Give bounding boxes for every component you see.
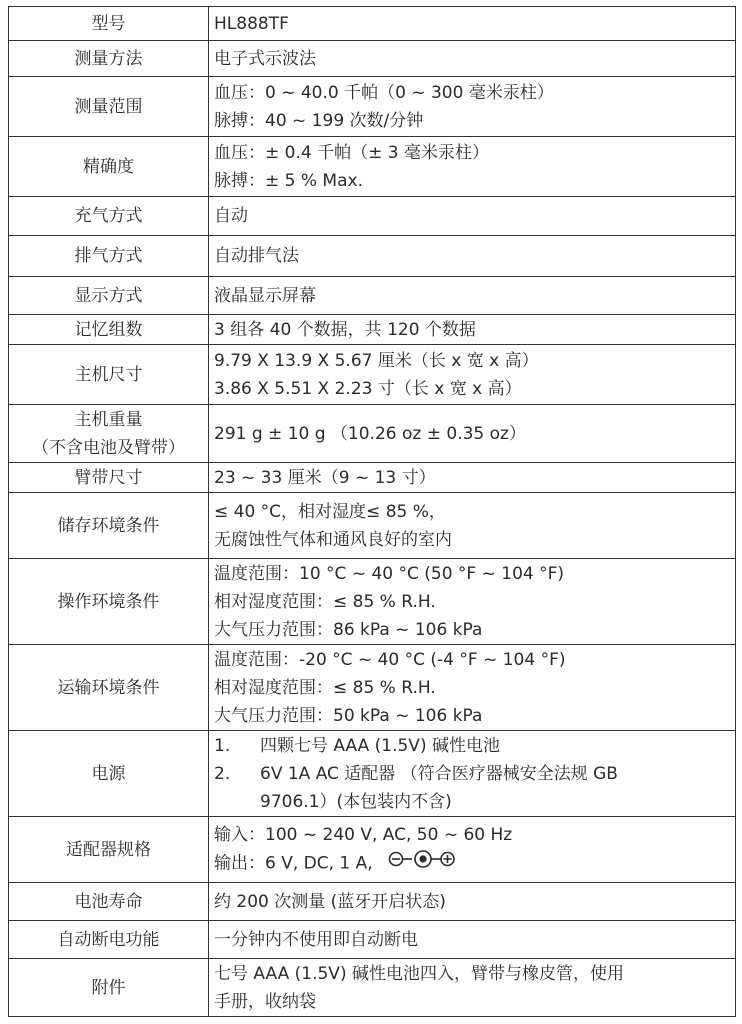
label-line: 主机重量 — [74, 409, 143, 430]
row-value: 电子式示波法 — [209, 41, 736, 77]
row-label: 主机尺寸 — [9, 345, 209, 405]
row-value: 291 g ± 10 g （10.26 oz ± 0.35 oz） — [209, 405, 736, 463]
row-value: 自动 — [209, 197, 736, 236]
row-value: 约 200 次测量 (蓝牙开启状态) — [209, 883, 736, 921]
table-row — [9, 197, 736, 236]
value-line: ≤ 40 °C，相对湿度≤ 85 %， — [214, 501, 446, 522]
row-label: 电池寿命 — [9, 883, 209, 921]
value-line: 手册，收纳袋 — [214, 991, 316, 1012]
row-label: 臂带尺寸 — [9, 463, 209, 493]
table-row — [9, 277, 736, 315]
row-value — [209, 345, 736, 405]
row-value — [209, 559, 736, 645]
row-value — [209, 493, 736, 559]
row-label: 记忆组数 — [9, 315, 209, 345]
row-value — [209, 959, 736, 1017]
table-row — [9, 405, 736, 463]
value-line: 无腐蚀性气体和通风良好的室内 — [214, 529, 452, 550]
list-number: 1. — [214, 735, 231, 756]
row-value: 3 组各 40 个数据，共 120 个数据 — [209, 315, 736, 345]
row-label: 操作环境条件 — [9, 559, 209, 645]
value-line: 9.79 X 13.9 X 5.67 厘米（长 x 宽 x 高） — [214, 350, 539, 371]
table-row — [9, 7, 736, 41]
row-label: 自动断电功能 — [9, 921, 209, 959]
row-label: 运输环境条件 — [9, 645, 209, 731]
row-value: 液晶显示屏幕 — [209, 277, 736, 315]
value-line: 温度范围：10 °C ~ 40 °C (50 °F ~ 104 °F) — [214, 563, 565, 584]
row-label: 测量方法 — [9, 41, 209, 77]
value-line: 输入：100 ~ 240 V, AC, 50 ~ 60 Hz — [214, 825, 513, 845]
table-row — [9, 817, 736, 883]
row-label: 充气方式 — [9, 197, 209, 236]
row-value: 自动排气法 — [209, 236, 736, 277]
row-value: 一分钟内不使用即自动断电 — [209, 921, 736, 959]
row-label — [9, 405, 209, 463]
list-continuation: 9706.1）(本包装内不含) — [260, 791, 452, 812]
row-value — [209, 731, 736, 817]
table-row — [9, 137, 736, 197]
value-line: 大气压力范围：50 kPa ~ 106 kPa — [214, 705, 483, 726]
table-row — [9, 315, 736, 345]
row-label: 电源 — [9, 731, 209, 817]
value-line: 温度范围：-20 °C ~ 40 °C (-4 °F ~ 104 °F) — [214, 649, 566, 670]
list-number: 2. — [214, 763, 231, 784]
row-value — [209, 137, 736, 197]
list-text: 四颗七号 AAA (1.5V) 碱性电池 — [260, 735, 500, 756]
value-line: 脉搏：± 5 % Max. — [214, 170, 363, 191]
value-line: 大气压力范围：86 kPa ~ 106 kPa — [214, 619, 483, 640]
table-row — [9, 883, 736, 921]
row-value: HL888TF — [209, 7, 736, 41]
table-row — [9, 645, 736, 731]
value-line: 相对湿度范围：≤ 85 % R.H. — [214, 591, 436, 612]
table-row — [9, 559, 736, 645]
list-text: 6V 1A AC 适配器 （符合医疗器械安全法规 GB — [260, 763, 618, 784]
row-label: 排气方式 — [9, 236, 209, 277]
table-row — [9, 41, 736, 77]
row-label: 附件 — [9, 959, 209, 1017]
value-line: 血压：0 ~ 40.0 千帕（0 ~ 300 毫米汞柱） — [214, 82, 554, 103]
value-line: 脉搏：40 ~ 199 次数/分钟 — [214, 110, 424, 131]
row-label: 显示方式 — [9, 277, 209, 315]
dc-polarity-icon — [386, 849, 460, 878]
row-label: 精确度 — [9, 137, 209, 197]
spec-table — [8, 6, 736, 1017]
value-line — [214, 849, 730, 878]
table-row — [9, 493, 736, 559]
value-line: 相对湿度范围：≤ 85 % R.H. — [214, 677, 436, 698]
row-value — [209, 645, 736, 731]
label-line: （不含电池及臂带） — [32, 437, 185, 458]
row-label: 型号 — [9, 7, 209, 41]
table-row — [9, 959, 736, 1017]
table-row — [9, 731, 736, 817]
table-row — [9, 77, 736, 137]
table-row — [9, 463, 736, 493]
table-row — [9, 345, 736, 405]
row-value — [209, 817, 736, 883]
row-label: 储存环境条件 — [9, 493, 209, 559]
value-line: 七号 AAA (1.5V) 碱性电池四入，臂带与橡皮管，使用 — [214, 963, 624, 984]
table-row — [9, 921, 736, 959]
row-label: 适配器规格 — [9, 817, 209, 883]
list-item — [214, 732, 730, 760]
value-line: 3.86 X 5.51 X 2.23 寸（长 x 宽 x 高） — [214, 378, 522, 399]
list-item — [214, 760, 730, 788]
row-value: 23 ~ 33 厘米（9 ~ 13 寸） — [209, 463, 736, 493]
adapter-output: 输出：6 V, DC, 1 A, — [214, 853, 373, 874]
table-row — [9, 236, 736, 277]
row-value — [209, 77, 736, 137]
value-line: 血压：± 0.4 千帕（± 3 毫米汞柱） — [214, 142, 489, 163]
row-label: 测量范围 — [9, 77, 209, 137]
